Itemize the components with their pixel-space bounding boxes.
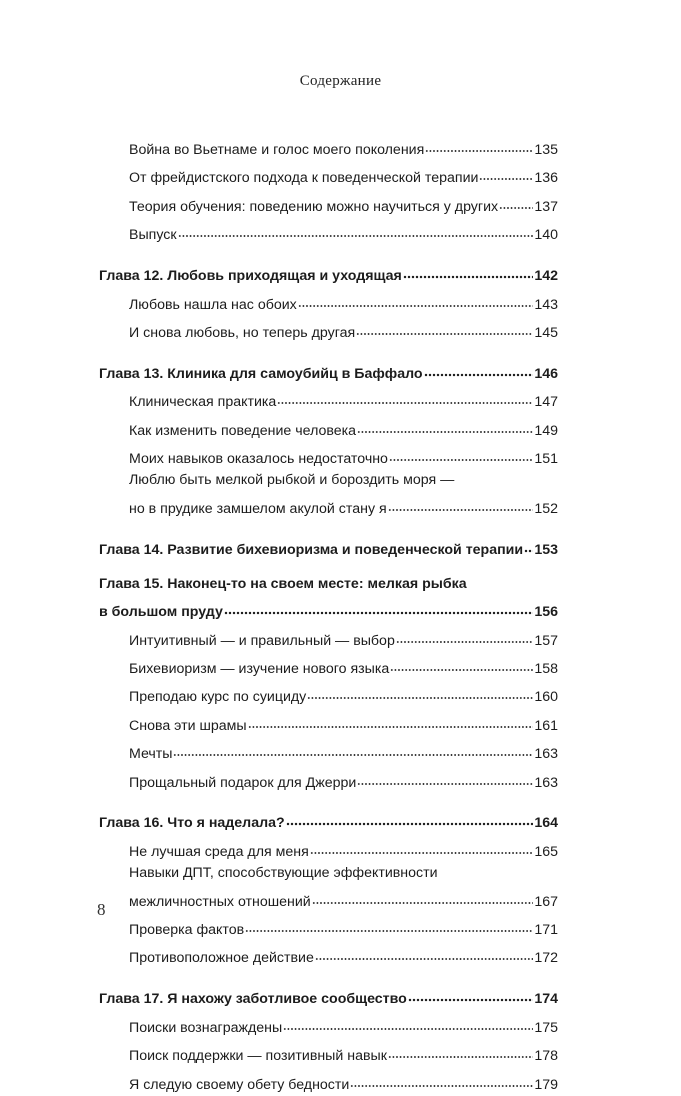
toc-entry <box>99 1068 558 1096</box>
toc-entry <box>99 652 558 680</box>
dot-leader <box>312 885 534 906</box>
toc-entry <box>99 492 558 520</box>
toc-entry-page: 152 <box>534 500 558 517</box>
toc-entry-page: 179 <box>534 1076 558 1093</box>
toc-chapter-page: 153 <box>534 541 558 558</box>
toc-entry <box>99 414 558 442</box>
toc-chapter-title: Глава 13. Клиника для самоубийц в Баффало <box>99 365 423 382</box>
dot-leader <box>310 835 534 856</box>
toc-entry <box>99 316 558 344</box>
toc-entry-title: Я следую своему обету бедности <box>129 1076 350 1093</box>
dot-leader <box>307 680 533 701</box>
toc-chapter <box>99 806 558 834</box>
dot-leader <box>245 913 533 934</box>
toc-entry-page: 157 <box>534 632 558 649</box>
toc-chapter-title: Глава 14. Развитие бихевиоризма и поведенческой терапии <box>99 541 524 558</box>
toc-entry <box>99 941 558 969</box>
dot-leader <box>524 533 533 554</box>
toc-entry-title: Теория обучения: поведению можно научиться у других <box>129 198 499 215</box>
toc-chapter <box>99 357 558 385</box>
toc-chapter-page: 164 <box>534 815 558 832</box>
toc-entry <box>99 133 558 161</box>
toc-entry-title: Проверка фактов <box>129 922 245 939</box>
toc-chapter-title: Глава 16. Что я наделала? <box>99 815 285 832</box>
toc-entry-title: Не лучшая среда для меня <box>129 843 309 860</box>
dot-leader <box>408 982 533 1003</box>
toc-chapter-page: 156 <box>534 604 558 621</box>
dot-leader <box>350 1068 533 1089</box>
toc-entry <box>99 885 558 913</box>
toc-chapter <box>99 259 558 287</box>
toc-chapter-title: Глава 17. Я нахожу заботливое сообщество <box>99 991 407 1008</box>
toc-entry-title: межличностных отношений <box>129 893 311 910</box>
toc-entry-page: 161 <box>534 717 558 734</box>
toc-entry <box>99 766 558 794</box>
toc-entry-title: Прощальный подарок для Джерри <box>129 774 357 791</box>
toc-entry-page: 143 <box>534 296 558 313</box>
toc-entry-title-line1: Навыки ДПТ, способствующие эффективности <box>129 865 438 882</box>
toc-entry-page: 165 <box>534 843 558 860</box>
toc-entry <box>99 288 558 316</box>
dot-leader <box>424 357 534 378</box>
toc-entry <box>99 190 558 218</box>
toc-entry-title: но в прудике замшелом акулой стану я <box>129 500 387 517</box>
toc-entry-page: 175 <box>534 1019 558 1036</box>
toc-entry <box>99 709 558 737</box>
toc-entry <box>99 1011 558 1039</box>
toc-chapter-page: 142 <box>534 268 558 285</box>
toc-entry <box>99 913 558 941</box>
dot-leader <box>283 1011 533 1032</box>
toc-entry-page: 172 <box>534 950 558 967</box>
toc-entry <box>99 1039 558 1067</box>
toc-entry <box>99 161 558 189</box>
dot-leader <box>388 1039 533 1060</box>
toc-entry-title: Выпуск <box>129 227 177 244</box>
toc-entry-title: Мечты <box>129 746 173 763</box>
toc-entry-page: 171 <box>534 922 558 939</box>
toc-entry-page: 149 <box>534 422 558 439</box>
dot-leader <box>356 316 533 337</box>
toc-entry-title: Противоположное действие <box>129 950 314 967</box>
toc-chapter <box>99 595 558 623</box>
toc-entry-page: 163 <box>534 746 558 763</box>
toc-entry-page: 158 <box>534 660 558 677</box>
dot-leader <box>403 259 534 280</box>
toc-entry-title: Моих навыков оказалось недостаточно <box>129 451 388 468</box>
toc-entry-page: 167 <box>534 893 558 910</box>
table-of-contents <box>99 133 558 1096</box>
toc-entry-page: 137 <box>534 198 558 215</box>
toc-entry-title: Снова эти шрамы <box>129 717 247 734</box>
toc-entry <box>99 385 558 413</box>
toc-entry <box>99 680 558 708</box>
toc-chapter <box>99 533 558 561</box>
toc-chapter-title-line1: Глава 15. Наконец-то на своем месте: мелкая рыбка <box>99 575 467 592</box>
dot-leader <box>178 218 534 239</box>
toc-entry <box>99 624 558 652</box>
page-header-title: Содержание <box>299 73 382 89</box>
dot-leader <box>425 133 533 154</box>
toc-chapter-title: в большом пруду <box>99 604 223 621</box>
dot-leader <box>248 709 534 730</box>
toc-entry-title-line1: Люблю быть мелкой рыбкой и бороздить моря — <box>129 472 455 489</box>
toc-entry-title: От фрейдистского подхода к поведенческой терапии <box>129 170 479 187</box>
dot-leader <box>396 624 533 645</box>
toc-entry-page: 135 <box>534 142 558 158</box>
toc-entry-page: 163 <box>534 774 558 791</box>
toc-chapter-page: 146 <box>534 365 558 382</box>
page-number: 8 <box>97 900 106 919</box>
toc-entry-title: Война во Вьетнаме и голос моего поколения <box>129 142 425 158</box>
dot-leader <box>277 385 533 406</box>
dot-leader <box>390 652 533 673</box>
toc-entry <box>99 442 558 470</box>
toc-entry-title: Поиски вознаграждены <box>129 1019 283 1036</box>
toc-entry-page: 136 <box>534 170 558 187</box>
dot-leader <box>173 737 533 758</box>
dot-leader <box>479 161 533 182</box>
toc-entry-page: 147 <box>534 394 558 411</box>
toc-entry-title: Интуитивный — и правильный — выбор <box>129 632 395 649</box>
dot-leader <box>315 941 533 962</box>
toc-entry-title: Бихевиоризм — изучение нового языка <box>129 660 390 677</box>
toc-entry-title: И снова любовь, но теперь другая <box>129 324 356 341</box>
toc-entry-page: 178 <box>534 1048 558 1065</box>
toc-entry-title: Поиск поддержки — позитивный навык <box>129 1048 387 1065</box>
toc-entry-page: 140 <box>534 227 558 244</box>
toc-entry-title: Преподаю курс по суициду <box>129 689 307 706</box>
toc-entry-title: Любовь нашла нас обоих <box>129 296 297 313</box>
dot-leader <box>389 442 533 463</box>
dot-leader <box>499 190 533 211</box>
toc-entry <box>99 835 558 863</box>
dot-leader <box>298 288 534 309</box>
dot-leader <box>357 766 533 787</box>
toc-chapter-title: Глава 12. Любовь приходящая и уходящая <box>99 268 402 285</box>
dot-leader <box>357 414 533 435</box>
toc-entry-page: 151 <box>534 451 558 468</box>
dot-leader <box>224 595 533 616</box>
toc-entry-page: 145 <box>534 324 558 341</box>
toc-entry <box>99 737 558 765</box>
toc-chapter <box>99 982 558 1010</box>
toc-entry-title: Как изменить поведение человека <box>129 422 357 439</box>
toc-entry-title: Клиническая практика <box>129 394 277 411</box>
toc-entry-page: 160 <box>534 689 558 706</box>
dot-leader <box>388 492 534 513</box>
dot-leader <box>286 806 534 827</box>
toc-entry <box>99 218 558 246</box>
toc-chapter-page: 174 <box>534 991 558 1008</box>
